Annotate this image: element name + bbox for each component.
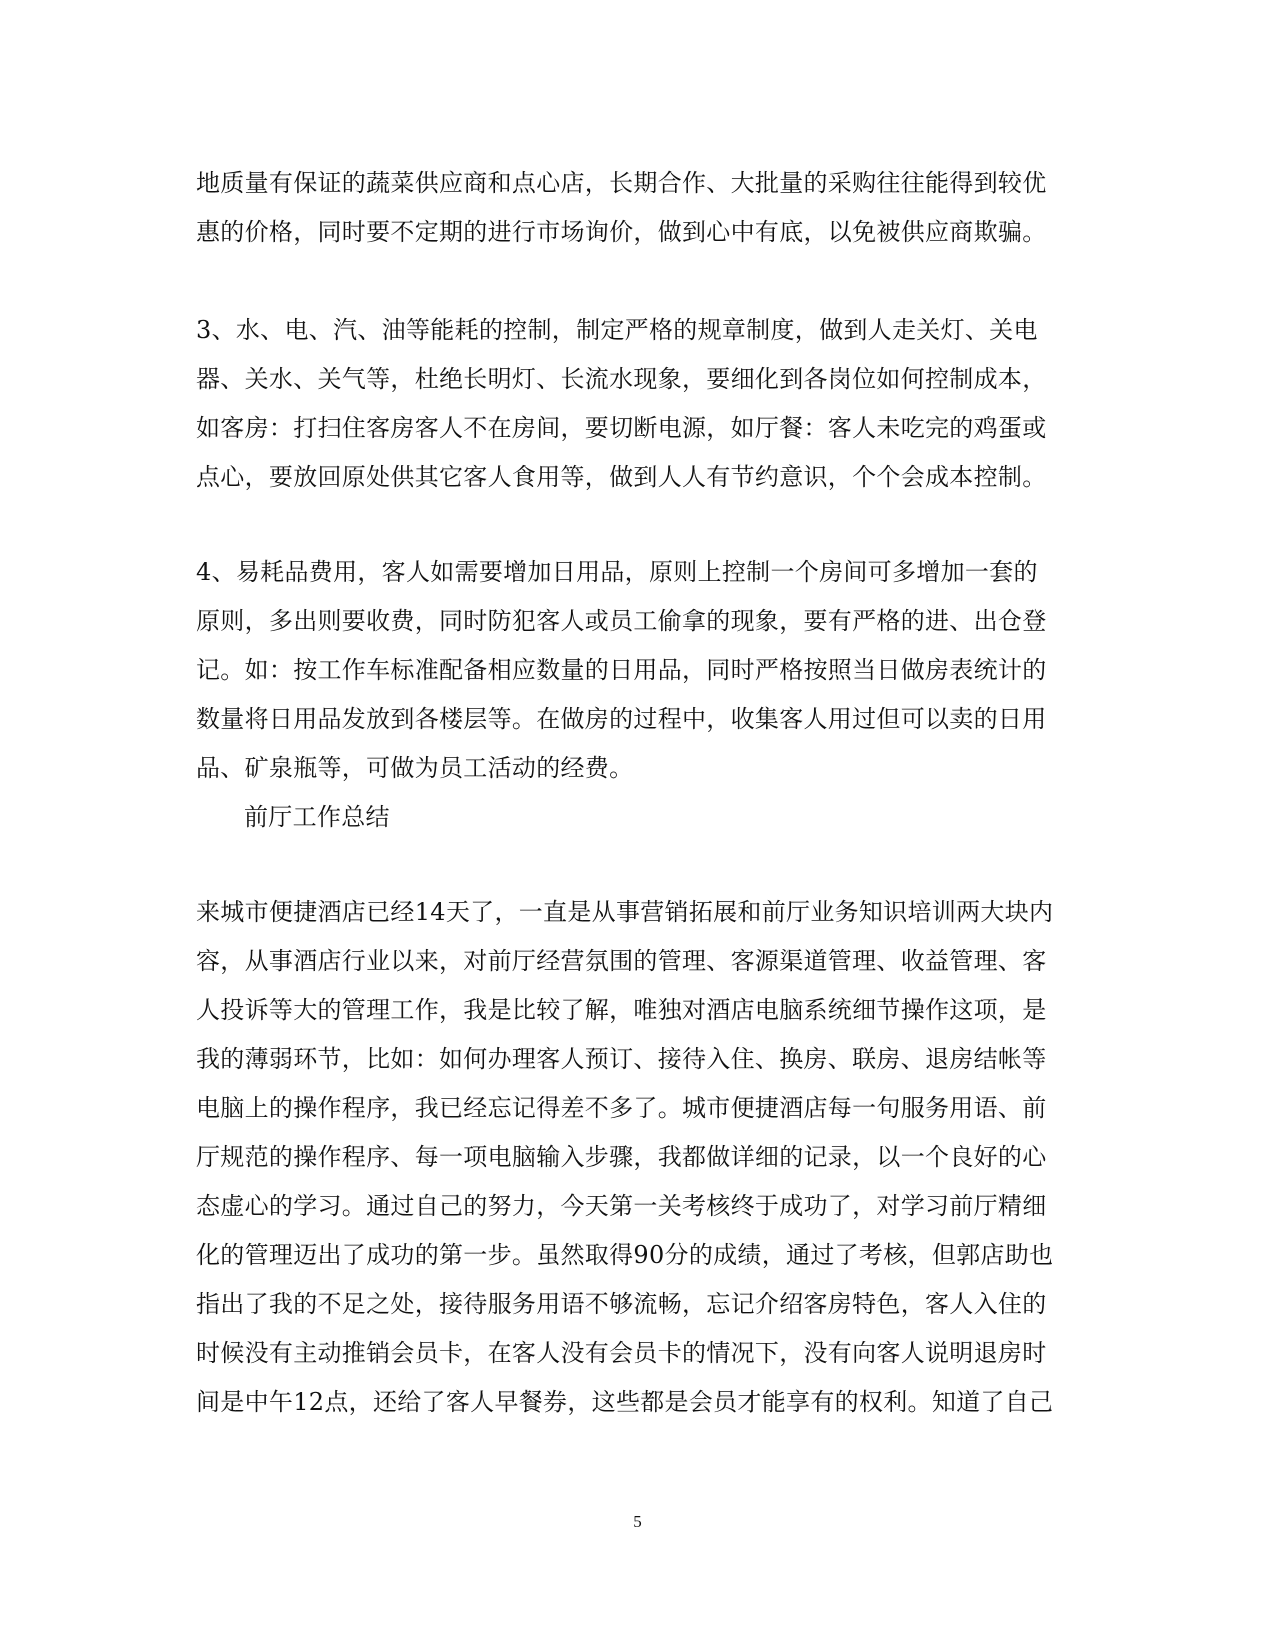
text-line: 数量将日用品发放到各楼层等。在做房的过程中，收集客人用过但可以卖的日用 <box>196 705 1047 733</box>
text-line: 时候没有主动推销会员卡，在客人没有会员卡的情况下，没有向客人说明退房时 <box>196 1339 1047 1367</box>
text-line: 3、水、电、汽、油等能耗的控制，制定严格的规章制度，做到人走关灯、关电 <box>196 316 1038 344</box>
text-line: 人投诉等大的管理工作，我是比较了解，唯独对酒店电脑系统细节操作这项，是 <box>196 996 1047 1024</box>
text-line: 态虚心的学习。通过自己的努力，今天第一关考核终于成功了，对学习前厅精细 <box>196 1192 1047 1220</box>
text-line: 如客房：打扫住客房客人不在房间，要切断电源，如厅餐：客人未吃完的鸡蛋或 <box>196 414 1047 442</box>
text-line: 我的薄弱环节，比如：如何办理客人预订、接待入住、换房、联房、退房结帐等 <box>196 1045 1047 1073</box>
text-line: 电脑上的操作程序，我已经忘记得差不多了。城市便捷酒店每一句服务用语、前 <box>196 1094 1047 1122</box>
paragraph-consumables <box>196 548 1076 842</box>
text-line: 4、易耗品费用，客人如需要增加日用品，原则上控制一个房间可多增加一套的 <box>196 558 1038 586</box>
text-line: 原则，多出则要收费，同时防犯客人或员工偷拿的现象，要有严格的进、出仓登 <box>196 607 1047 635</box>
paragraph-energy-control <box>196 306 1076 502</box>
text-line: 点心，要放回原处供其它客人食用等，做到人人有节约意识，个个会成本控制。 <box>196 463 1047 491</box>
text-line: 间是中午12点，还给了客人早餐券，这些都是会员才能享有的权利。知道了自己 <box>196 1388 1054 1416</box>
text-line: 来城市便捷酒店已经14天了，一直是从事营销拓展和前厅业务知识培训两大块内 <box>196 898 1054 926</box>
section-heading: 前厅工作总结 <box>244 803 390 831</box>
text-line: 指出了我的不足之处，接待服务用语不够流畅，忘记介绍客房特色，客人入住的 <box>196 1290 1047 1318</box>
text-line: 器、关水、关气等，杜绝长明灯、长流水现象，要细化到各岗位如何控制成本， <box>196 365 1047 393</box>
text-line: 记。如：按工作车标准配备相应数量的日用品，同时严格按照当日做房表统计的 <box>196 656 1047 684</box>
text-line: 化的管理迈出了成功的第一步。虽然取得90分的成绩，通过了考核，但郭店助也 <box>196 1241 1054 1269</box>
paragraph-supplier <box>196 159 1076 257</box>
paragraph-front-desk-summary <box>196 888 1076 1427</box>
text-line: 惠的价格，同时要不定期的进行市场询价，做到心中有底，以免被供应商欺骗。 <box>196 218 1047 246</box>
page-number: 5 <box>633 1512 642 1531</box>
text-line: 容，从事酒店行业以来，对前厅经营氛围的管理、客源渠道管理、收益管理、客 <box>196 947 1047 975</box>
text-line: 厅规范的操作程序、每一项电脑输入步骤，我都做详细的记录，以一个良好的心 <box>196 1143 1047 1171</box>
text-line: 地质量有保证的蔬菜供应商和点心店，长期合作、大批量的采购往往能得到较优 <box>196 169 1047 197</box>
text-line: 品、矿泉瓶等，可做为员工活动的经费。 <box>196 754 634 782</box>
